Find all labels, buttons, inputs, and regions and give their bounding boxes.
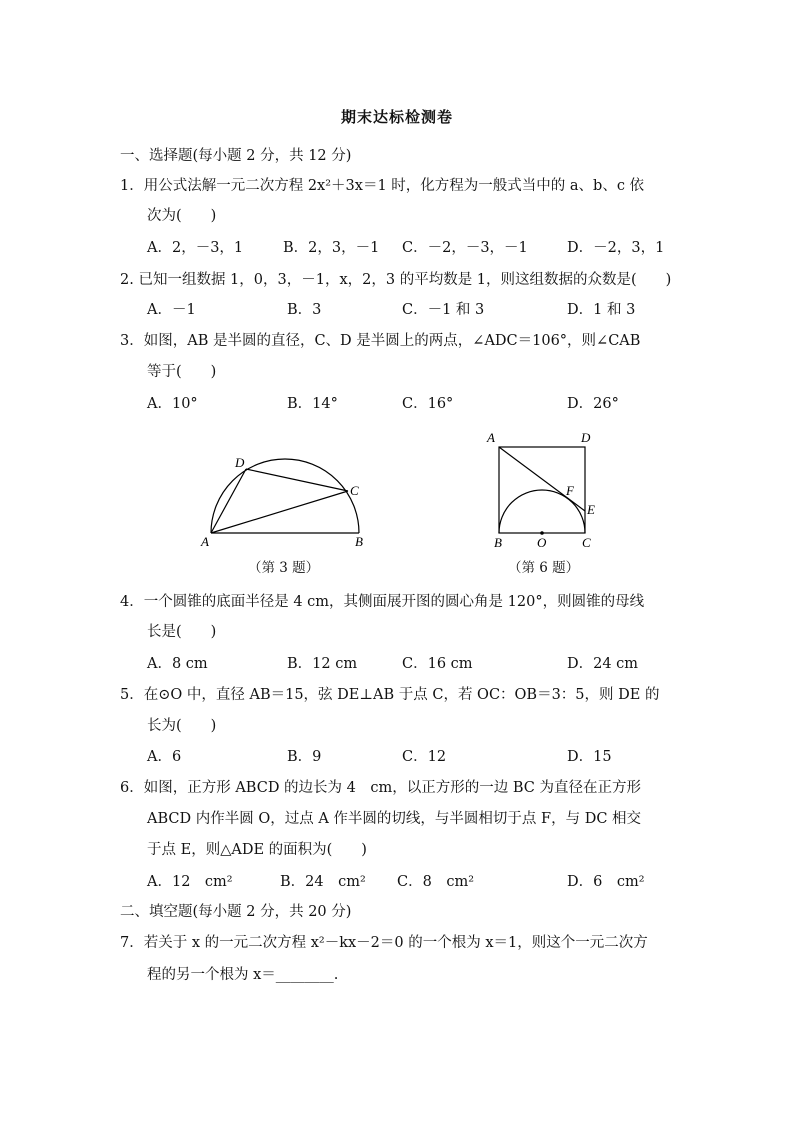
q2-option-c: C．－1 和 3: [402, 302, 485, 318]
fig6-label-e: E: [587, 502, 595, 517]
figure-3-diagram: [196, 450, 376, 550]
q1-option-b: B．2，3，－1: [283, 240, 380, 256]
q5-option-a: A．6: [147, 749, 182, 765]
question-4-text: 4．一个圆锥的底面半径是 4 cm，其侧面展开图的圆心角是 120°，则圆锥的母线: [120, 594, 645, 610]
q3-option-d: D．26°: [567, 396, 619, 412]
question-3-text-cont: 等于( ): [147, 364, 217, 380]
fig3-chord-ac: [211, 491, 348, 533]
q5-option-b: B．9: [287, 749, 322, 765]
fig3-label-b: B: [355, 534, 363, 549]
q4-option-c: C．16 cm: [402, 656, 473, 672]
question-6-text-cont-1: ABCD 内作半圆 O，过点 A 作半圆的切线，与半圆相切于点 F，与 DC 相交: [147, 811, 642, 827]
q5-option-c: C．12: [402, 749, 447, 765]
q1-option-a: A．2，－3，1: [147, 240, 244, 256]
fig3-label-a: A: [201, 534, 209, 549]
question-1-text: 1．用公式法解一元二次方程 2x²＋3x＝1 时，化方程为一般式当中的 a、b、c 依: [120, 178, 645, 194]
question-7-text: 7．若关于 x 的一元二次方程 x²－kx－2＝0 的一个根为 x＝1，则这个一元二次方: [120, 935, 648, 951]
fig6-label-c: C: [582, 535, 591, 550]
question-5-text: 5．在⊙O 中，直径 AB＝15，弦 DE⊥AB 于点 C，若 OC：OB＝3：5，则 DE 的: [120, 687, 660, 703]
q4-option-b: B．12 cm: [287, 656, 358, 672]
q2-option-b: B．3: [287, 302, 322, 318]
question-7-text-cont: 程的另一个根为 x＝________.: [147, 967, 339, 983]
fig6-label-o: O: [537, 535, 547, 550]
figure-6-diagram: [480, 428, 600, 553]
section-heading-choice: 一、选择题(每小题 2 分，共 12 分): [120, 148, 352, 164]
fig6-label-d: D: [581, 430, 591, 445]
page-title: 期末达标检测卷: [340, 108, 453, 126]
q6-option-c: C．8 cm²: [397, 874, 475, 890]
question-5-text-cont: 长为( ): [147, 718, 217, 734]
question-6-text: 6．如图，正方形 ABCD 的边长为 4 cm，以正方形的一边 BC 为直径在正方形: [120, 780, 641, 796]
figure-3-caption: （第 3 题）: [248, 560, 320, 576]
fig6-label-f: F: [566, 483, 574, 498]
fig6-label-b: B: [494, 535, 502, 550]
q2-option-d: D．1 和 3: [567, 302, 636, 318]
fig6-label-a: A: [487, 430, 495, 445]
figure-6-caption: （第 6 题）: [508, 560, 580, 576]
fig3-label-c: C: [350, 483, 359, 498]
question-6-text-cont-2: 于点 E，则△ADE 的面积为( ): [147, 842, 367, 858]
question-3-text: 3．如图，AB 是半圆的直径，C、D 是半圆上的两点，∠ADC＝106°，则∠CAB: [120, 333, 641, 349]
question-2-text: 2. 已知一组数据 1，0，3，－1，x，2，3 的平均数是 1，则这组数据的众数是( ): [120, 272, 672, 288]
fig6-tangent-ae: [499, 447, 585, 511]
fig3-semicircle-arc: [211, 459, 359, 533]
fig3-label-d: D: [235, 455, 245, 470]
q2-option-a: A．－1: [147, 302, 196, 318]
q1-option-c: C．－2，－3，－1: [402, 240, 528, 256]
fig3-chord-dc: [246, 469, 348, 491]
q1-option-d: D．－2，3，1: [567, 240, 665, 256]
q6-option-d: D．6 cm²: [567, 874, 645, 890]
q4-option-a: A．8 cm: [147, 656, 208, 672]
question-4-text-cont: 长是( ): [147, 624, 217, 640]
q3-option-b: B．14°: [287, 396, 338, 412]
q6-option-a: A．12 cm²: [147, 874, 233, 890]
section-heading-fill: 二、填空题(每小题 2 分，共 20 分): [120, 904, 352, 920]
q3-option-a: A．10°: [147, 396, 198, 412]
question-1-text-cont: 次为( ): [147, 208, 217, 224]
q6-option-b: B．24 cm²: [280, 874, 366, 890]
q4-option-d: D．24 cm: [567, 656, 639, 672]
q3-option-c: C．16°: [402, 396, 454, 412]
q5-option-d: D．15: [567, 749, 612, 765]
